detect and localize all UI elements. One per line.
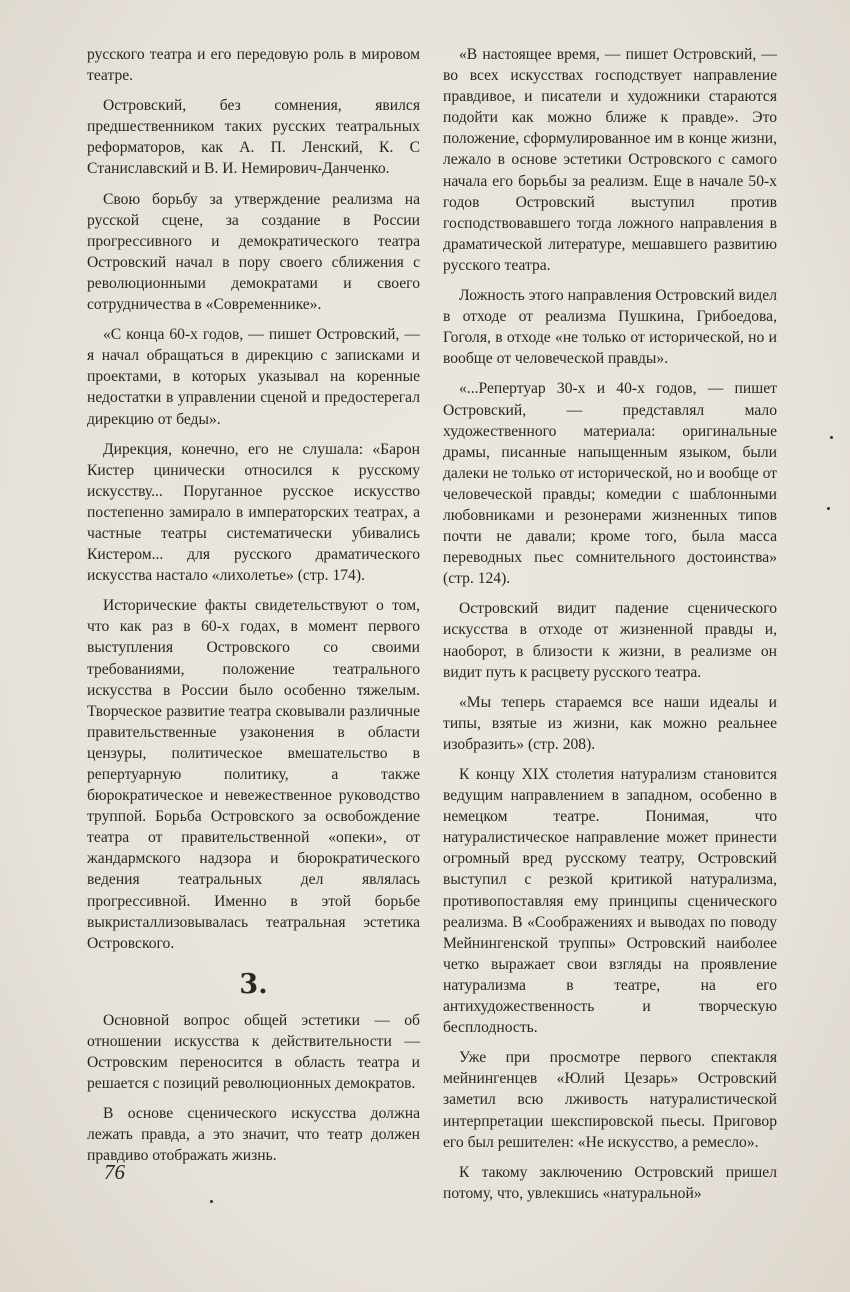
right-column	[443, 44, 777, 1213]
paragraph: Основной вопрос общей эстетики — об отношении искусства к действительности — Островским переносится в область театра и решается с позиций революционных демократов.	[87, 1011, 420, 1093]
paragraph: К концу XIX столетия натурализм становится ведущим направлением в западном, особенно в немецком театре. Понимая, что натуралистическое направление может принести огромный вред русскому театру, Островский выступил с резкой критикой натурализма, противопоставляя ему принципы сценического реализма. В «Соображениях и выводах по поводу Мейнингенской труппы» Островский наиболее четко выражает свои взгляды на проявление натурализма в театре, на его антихудожественность и творческую бесплодность.	[443, 766, 777, 1037]
page-number: 76	[104, 1160, 125, 1184]
paragraph: К такому заключению Островский пришел потому, что, увлекшись «натуральной»	[443, 1163, 777, 1202]
paper-speck	[210, 1200, 213, 1203]
left-column	[87, 44, 420, 1176]
paragraph: «С конца 60-х годов, — пишет Островский, — я начал обращаться в дирекцию с записками и проектами, в которых указывал на коренные недостатки в управлении сценой и предостерегал дирекцию от беды».	[87, 326, 420, 428]
paragraph: Островский, без сомнения, явился предшественником таких русских театральных реформаторов, как А. П. Ленский, К. С Станиславский и В. И. Немирович-Данченко.	[87, 97, 420, 178]
paragraph: Дирекция, конечно, его не слушала: «Барон Кистер цинически относился к русскому искусству... Поруганное русское искусство постепенно замирало в императорских театрах, а частные театры систематически убивались Кистером... для русского драматического искусства настало «лихолетье» (стр. 174).	[87, 440, 420, 585]
paragraph: Исторические факты свидетельствуют о том, что как раз в 60-х годах, в момент первого выступления Островского со своими требованиями, положение театрального искусства в России было особенно тяжелым. Творческое развитие театра сковывали различные правительственные узаконения в области цензуры, политическое вмешательство в репертуарную политику, а также бюрократическое и невежественное руководство труппой. Борьба Островского за освобождение театра от правительственной «опеки», от жандармского надзора и бюрократического ведения театральных дел являлась прогрессивной. Именно в этой борьбе выкристаллизовывалась театральная эстетика Островского.	[87, 597, 420, 952]
paragraph: Островский видит падение сценического искусства в отходе от жизненной правды и, наоборот, в близости к жизни, в реализме он видит путь к расцвету русского театра.	[443, 600, 777, 681]
section-heading: 3.	[239, 968, 268, 1000]
paragraph: «...Репертуар 30-х и 40-х годов, — пишет Островский, — представлял мало художественного материала: оригинальные драмы, писанные напыщенным языком, были далеки не только от исторической, но и вообще от человеческой правды; комедии с шаблонными любовниками и резонерами жизненных типов почти не давали; кроме того, была масса переводных пьес сомнительного достоинства» (стр. 124).	[443, 380, 777, 588]
paper-speck	[827, 507, 830, 510]
paper-speck	[830, 436, 833, 439]
paragraph: Ложность этого направления Островский видел в отходе от реализма Пушкина, Грибоедова, Гоголя, в отходе «не только от исторической, но и вообще от человеческой правды».	[443, 287, 777, 368]
paragraph: «Мы теперь стараемся все наши идеалы и типы, взятые из жизни, как можно реальнее изобразить» (стр. 208).	[443, 693, 777, 753]
paragraph: Уже при просмотре первого спектакля мейнингенцев «Юлий Цезарь» Островский заметил всю лживость натуралистической интерпретации шекспировской пьесы. Приговор его был решителен: «Не искусство, а ремесло».	[443, 1049, 777, 1151]
paragraph: В основе сценического искусства должна лежать правда, а это значит, что театр должен правдиво отображать жизнь.	[87, 1105, 420, 1165]
paragraph: Свою борьбу за утверждение реализма на русской сцене, за создание в России прогрессивного и демократического театра Островский начал в пору своего сближения с революционными демократами и своего сотрудничества в «Современнике».	[87, 190, 420, 314]
paragraph: «В настоящее время, — пишет Островский, — во всех искусствах господствует направление правдивое, и писатели и художники стараются подойти как можно ближе к правде». Это положение, сформулированное им в конце жизни, лежало в основе эстетики Островского с самого начала его борьбы за реализм. Еще в начале 50-х годов Островский выступил против господствовавшего тогда ложного направления в драматической литературе, мешавшего развитию русского театра.	[443, 46, 777, 274]
paragraph: русского театра и его передовую роль в мировом театре.	[87, 46, 420, 85]
